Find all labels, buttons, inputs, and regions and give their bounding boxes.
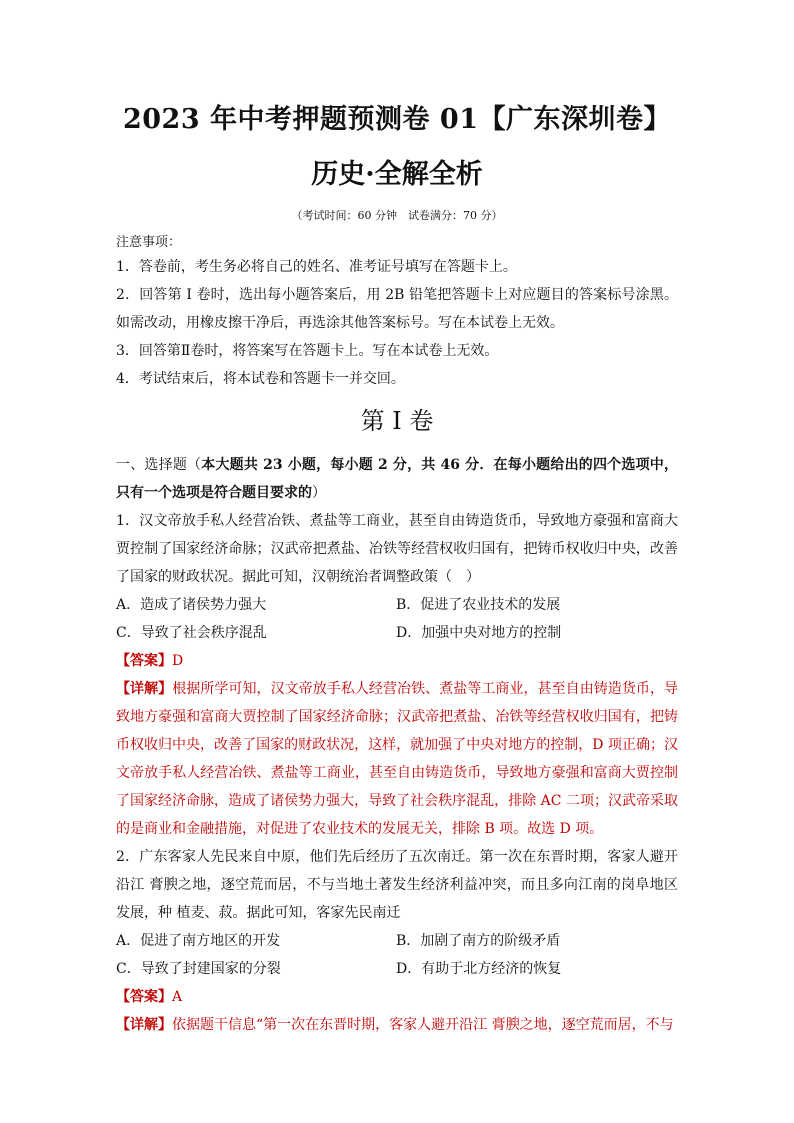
page-title: 2023 年中考押题预测卷 01【广东深圳卷】: [122, 104, 672, 135]
notice-heading: 注意事项：: [116, 235, 182, 250]
detail-tag: 【详解】: [116, 681, 173, 697]
option-c: C．导致了封建国家的分裂: [116, 961, 281, 977]
notice-item: 3．回答第Ⅱ卷时，将答案写在答题卡上。写在本试卷上无效。: [116, 343, 499, 359]
question-stem: 1．汉文帝放手私人经营冶铁、煮盐等工商业，甚至自由铸造货币，导致地方豪强和富商大贾控制了国家经济命脉；汉武帝把煮盐、冶铁等经营权收归国有，把铸币权收归中央，改善了国家的财政状况。据此可知，汉朝统治者调整政策（ ）: [116, 513, 678, 585]
answer-tag: 【答案】: [116, 653, 172, 669]
answer-tag: 【答案】: [116, 989, 172, 1005]
option-b: B．促进了农业技术的发展: [396, 597, 561, 613]
page-subtitle: 历史·全解全析: [311, 159, 483, 190]
section-description: [116, 451, 678, 507]
notice-item: 2．回答第 I 卷时，选出每小题答案后，用 2B 铅笔把答题卡上对应题目的答案标号涂黑。如需改动，用橡皮擦干净后，再选涂其他答案标号。写在本试卷上无效。: [116, 287, 678, 331]
notice-item: 4．考试结束后，将本试卷和答题卡一并交回。: [116, 371, 405, 387]
section-desc-prefix: 一、选择题（: [116, 457, 202, 473]
detail-text: 根据所学可知，汉文帝放手私人经营冶铁、煮盐等工商业，甚至自由铸造货币，导致地方豪强和富商大贾控制了国家经济命脉；汉武帝把煮盐、冶铁等经营权收归国有，把铸币权收归中央，改善了国家的财政状况，这样，就加强了中央对地方的控制，D 项正确；汉文帝放手私人经营冶铁、煮盐等工商业，甚至自由铸造货币，导致地方豪强和富商大贾控制了国家经济命脉，造成了诸侯势力强大，导致了社会秩序混乱，排除 AC 二项；汉武帝采取的是商业和金融措施，对促进了农业技术的发展无关，排除 B 项。故选 D 项。: [116, 681, 679, 837]
detail-paragraph: [116, 675, 678, 843]
detail-tag: 【详解】: [116, 1017, 172, 1033]
option-d: D．有助于北方经济的恢复: [396, 961, 562, 977]
section-desc-suffix: ）: [312, 485, 326, 501]
answer-line: [116, 983, 678, 1011]
option-d: D．加强中央对地方的控制: [396, 625, 562, 641]
answer-value: D: [172, 653, 184, 669]
exam-info: （考试时间：60 分钟 试卷满分：70 分）: [291, 209, 503, 222]
option-a: A．造成了诸侯势力强大: [116, 597, 267, 613]
question-options: [116, 927, 678, 983]
option-c: C．导致了社会秩序混乱: [116, 625, 267, 641]
answer-line: [116, 647, 678, 675]
detail-text: 依据题干信息“第一次在东晋时期，客家人避开沿江 膏腴之地，逐空荒而居，不与: [172, 1017, 674, 1033]
detail-paragraph: [116, 1011, 678, 1039]
section-desc-bold: 本大题共 23 小题，每小题 2 分，共 46 分．在每小题给出的四个选项中，只有一个选项是符合题目要求的: [116, 457, 679, 501]
notice-item: 1．答卷前，考生务必将自己的姓名、准考证号填写在答题卡上。: [116, 259, 517, 275]
section-title: 第 I 卷: [360, 407, 434, 435]
answer-value: A: [172, 989, 183, 1005]
option-a: A．促进了南方地区的开发: [116, 933, 281, 949]
question-stem: 2．广东客家人先民来自中原，他们先后经历了五次南迁。第一次在东晋时期，客家人避开沿江 膏腴之地，逐空荒而居，不与当地土著发生经济利益冲突，而且多向江南的岗阜地区发展，种 植麦、菽。据此可知，客家先民南迁: [116, 849, 678, 921]
question-options: [116, 591, 678, 647]
option-b: B．加剧了南方的阶级矛盾: [396, 933, 561, 949]
